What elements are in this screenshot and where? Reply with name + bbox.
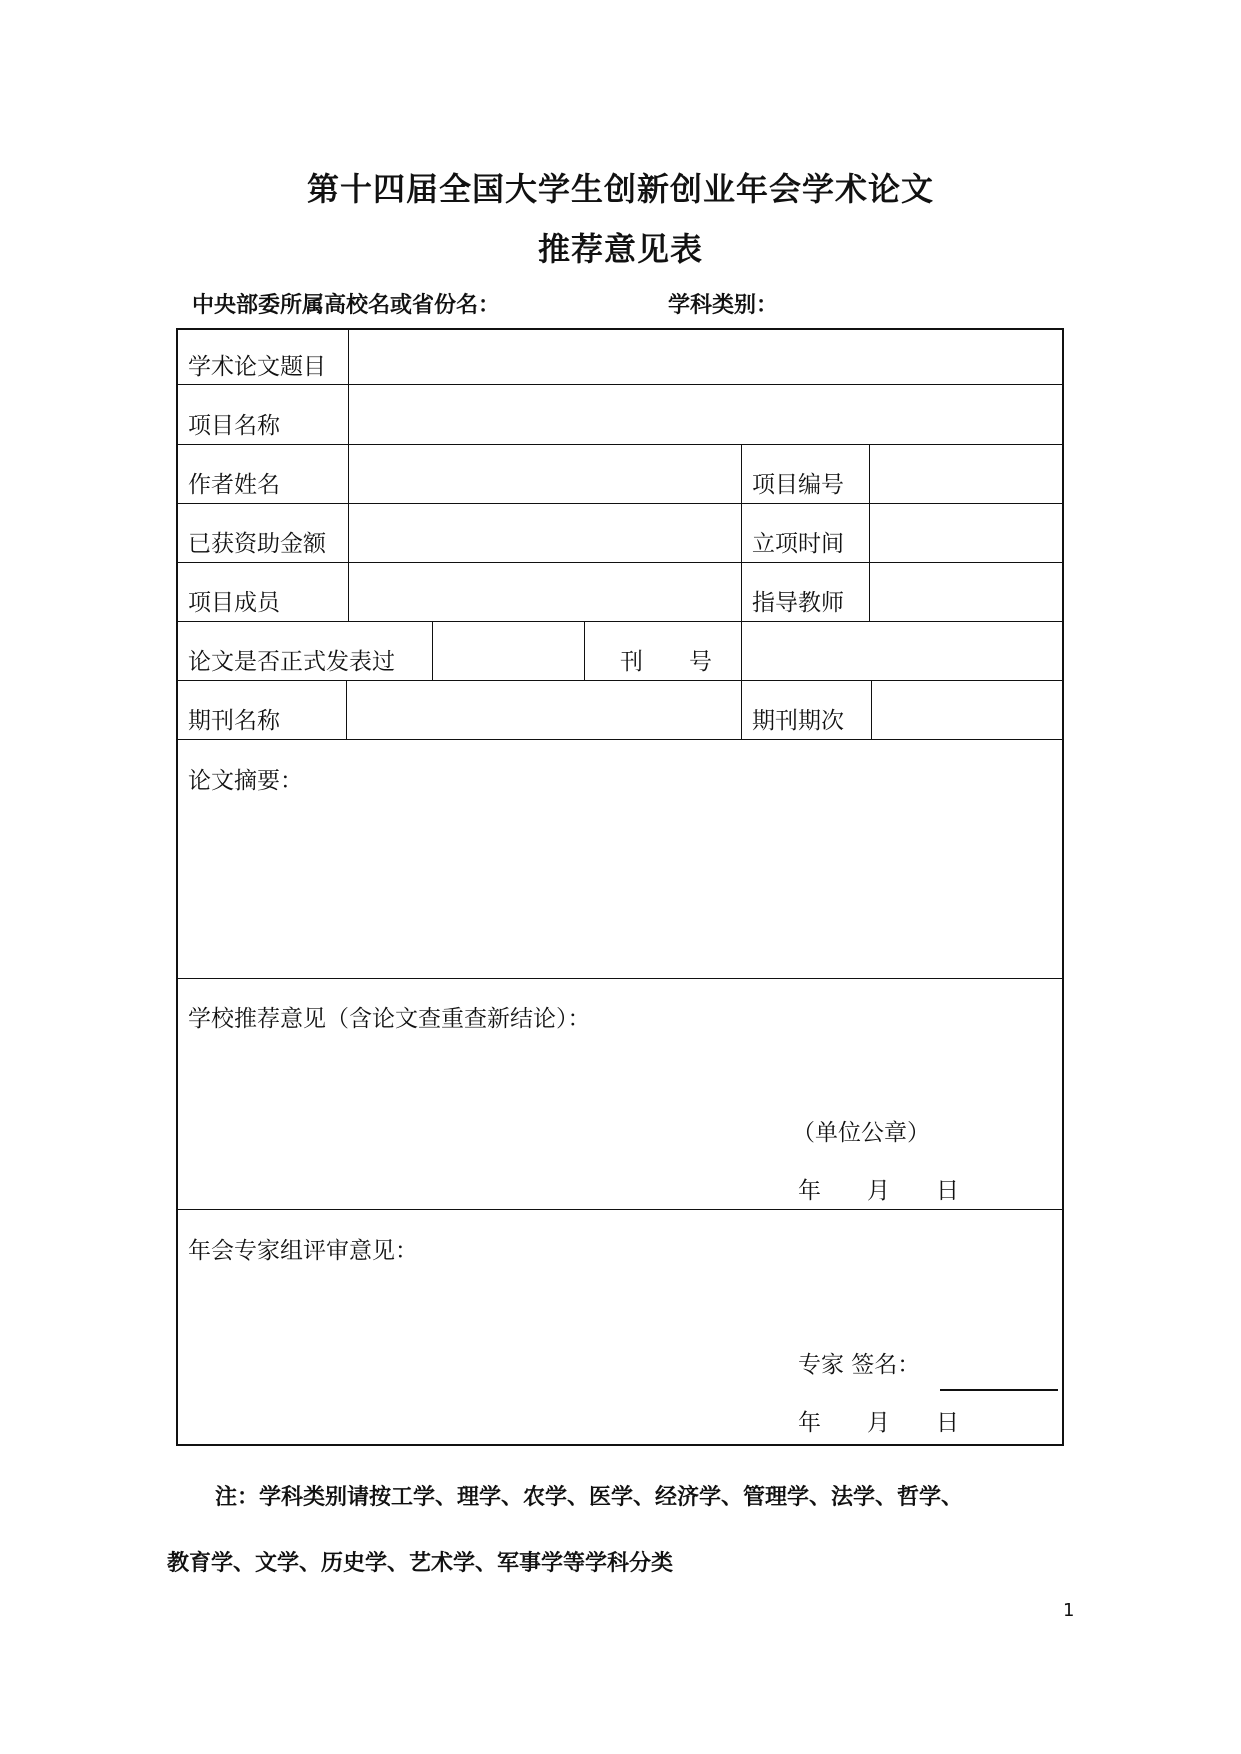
column-divider xyxy=(584,621,585,680)
table-border-right xyxy=(1062,328,1064,1446)
column-divider xyxy=(741,680,742,739)
abstract-field[interactable] xyxy=(178,800,1062,978)
approval-time-label: 立项时间 xyxy=(752,531,844,557)
published-label: 论文是否正式发表过 xyxy=(188,649,395,675)
note-line-1: 注：学科类别请按工学、理学、农学、医学、经济学、管理学、法学、哲学、 xyxy=(215,1485,964,1510)
project-number-label: 项目编号 xyxy=(752,472,844,498)
journal-issue-label: 期刊期次 xyxy=(752,708,844,734)
project-name-label: 项目名称 xyxy=(188,413,280,439)
abstract-label: 论文摘要： xyxy=(188,768,303,794)
school-opinion-field[interactable] xyxy=(178,1040,1062,1120)
funding-amount-field[interactable] xyxy=(349,504,741,562)
advisor-field[interactable] xyxy=(870,563,1062,621)
advisor-label: 指导教师 xyxy=(752,590,844,616)
journal-issue-field[interactable] xyxy=(872,681,1062,739)
issue-number-field[interactable] xyxy=(742,622,1062,680)
journal-name-field[interactable] xyxy=(347,681,741,739)
journal-name-label: 期刊名称 xyxy=(188,708,280,734)
signature-line[interactable] xyxy=(940,1389,1058,1391)
paper-title-label: 学术论文题目 xyxy=(188,354,326,380)
row-divider xyxy=(176,739,1064,740)
project-members-field[interactable] xyxy=(349,563,741,621)
funding-amount-label: 已获资助金额 xyxy=(188,531,326,557)
row-divider xyxy=(176,1209,1064,1210)
school-date-label: 年 月 日 xyxy=(798,1178,959,1204)
school-label: 中央部委所属高校名或省份名： xyxy=(192,293,501,318)
author-name-label: 作者姓名 xyxy=(188,472,280,498)
note-line-2: 教育学、文学、历史学、艺术学、军事学等学科分类 xyxy=(167,1551,674,1576)
page-number: 1 xyxy=(1063,1600,1075,1621)
expert-date-label: 年 月 日 xyxy=(798,1410,959,1436)
column-divider xyxy=(741,444,742,622)
seal-label: （单位公章） xyxy=(792,1120,930,1146)
author-name-field[interactable] xyxy=(349,445,741,503)
document-title: 第十四届全国大学生创新创业年会学术论文 xyxy=(306,170,934,208)
published-field[interactable] xyxy=(433,622,584,680)
document-subtitle: 推荐意见表 xyxy=(537,230,703,268)
expert-opinion-label: 年会专家组评审意见： xyxy=(188,1238,418,1264)
school-opinion-label: 学校推荐意见（含论文查重查新结论）： xyxy=(188,1006,591,1032)
expert-signature-label: 专家 签名： xyxy=(798,1352,921,1378)
project-number-field[interactable] xyxy=(870,445,1062,503)
project-members-label: 项目成员 xyxy=(188,590,280,616)
project-name-field[interactable] xyxy=(349,385,1062,444)
paper-title-field[interactable] xyxy=(349,329,1062,384)
row-divider xyxy=(176,978,1064,979)
approval-time-field[interactable] xyxy=(870,504,1062,562)
subject-label: 学科类别： xyxy=(668,293,779,318)
expert-opinion-field[interactable] xyxy=(178,1272,778,1392)
issue-number-label: 刊 号 xyxy=(620,649,712,675)
table-border-bottom xyxy=(176,1444,1064,1446)
